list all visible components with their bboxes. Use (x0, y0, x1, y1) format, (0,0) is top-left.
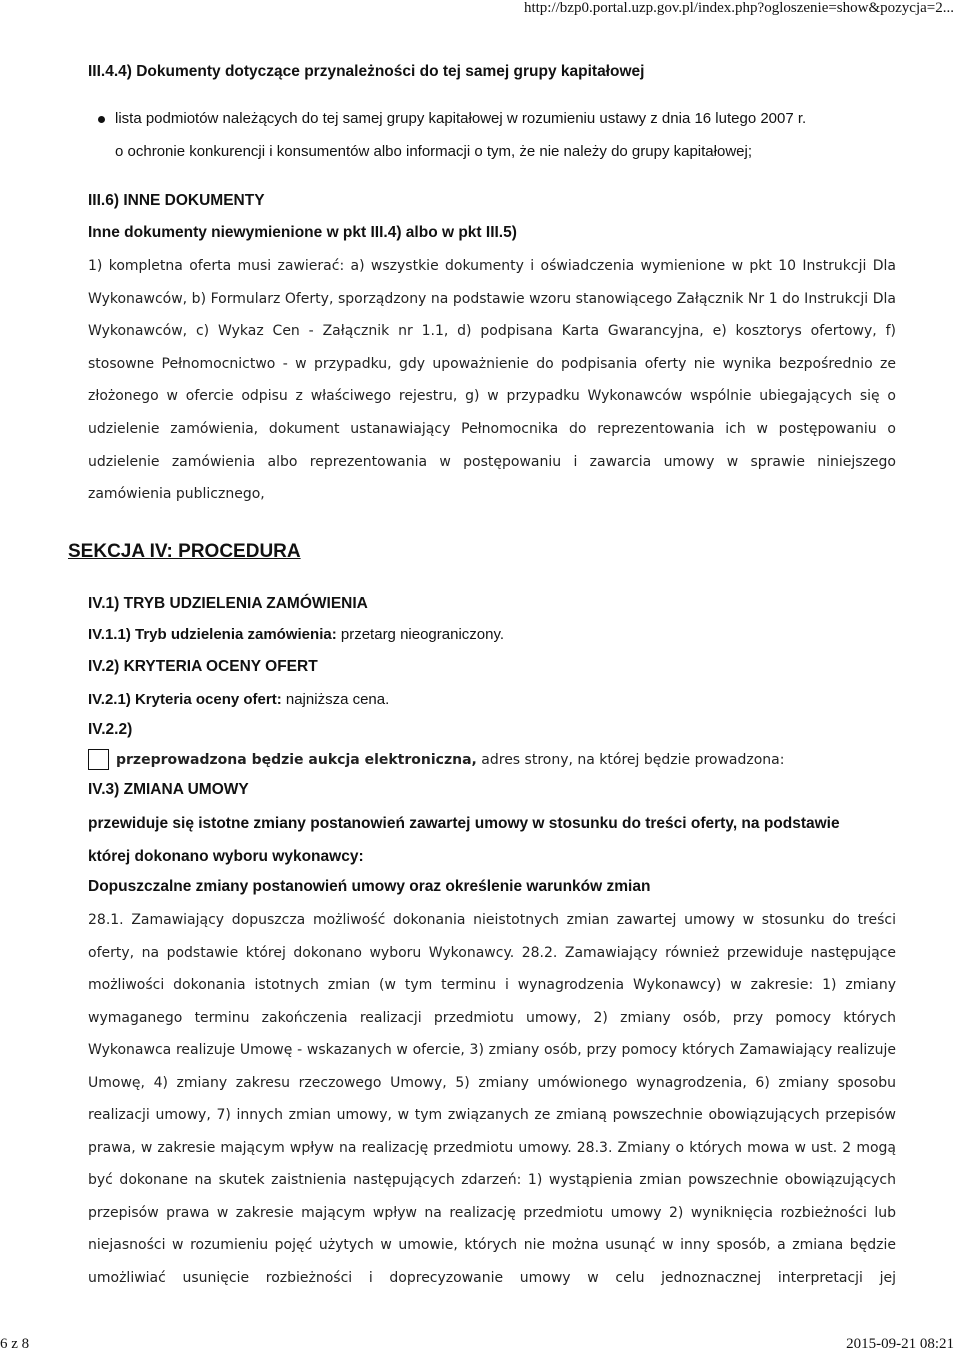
procedure-type-label: IV.1.1) Tryb udzielenia zamówienia: (88, 626, 337, 643)
contract-change-question-line-2: której dokonano wyboru wykonawcy: (88, 848, 364, 865)
bullet-text-line-2: o ochronie konkurencji i konsumentów albo informacji o tym, że nie należy do grupy kapitałowej; (115, 143, 752, 160)
other-documents-paragraph: 1) kompletna oferta musi zawierać: a) wszystkie dokumenty i oświadczenia wymienione w pkt 10 Instrukcji Dla Wykonawców, b) Formularz Oferty, sporządzony na podstawie wzoru stanowiącego Załącznik Nr 1 do Instrukcji Dla Wykonawców, c) Wykaz Cen - Załącznik nr 1.1, d) podpisana Karta Gwarancyjna, e) kosztorys ofertowy, f) stosowne Pełnomocnictwo - w przypadku, gdy upoważnienie do podpisania oferty nie wynika bezpośrednio ze złożonego w ofercie odpisu z właściwego rejestru, g) w przypadku Wykonawców wspólnie ubiegających się o udzielenie zamówienia, dokument ustanawiający Pełnomocnika do reprezentowania ich w postępowaniu o udzielenie zamówienia albo reprezentowania w postępowaniu i zawarcia umowy w sprawie niniejszego zamówienia publicznego, (88, 258, 896, 503)
contract-change-paragraph: 28.1. Zamawiający dopuszcza możliwość dokonania nieistotnych zmian zawartej umowy w stosunku do treści oferty, na podstawie której dokonano wyboru Wykonawcy. 28.2. Zamawiający również przewiduje następujące możliwości dokonania istotnych zmian (w tym terminu i wynagrodzenia Wykonawcy) w zakresie: 1) zmiany wymaganego terminu zakończenia realizacji przedmiotu umowy, 2) zmiany osób, przy pomocy których Wykonawca realizuje Umowę - wskazanych w ofercie, 3) zmiany osób, przy pomocy których Zamawiający realizuje Umowę, 4) zmiany zakresu rzeczowego Umowy, 5) zmiany umówionego wynagrodzenia, 6) zmiany sposobu realizacji umowy, 7) innych zmian umowy, w tym związanych ze zmianą powszechnie obowiązujących przepisów prawa, w zakresie mającym wpływ na realizację przedmiotu umowy. 28.3. Zmiany o których mowa w ust. 2 mogą być dokonane na skutek zaistnienia następujących zdarzeń: 1) wystąpienia zmian powszechnie obowiązujących przepisów prawa w zakresie mającym wpływ na realizację przedmiotu umowy 2) wyniknięcia rozbieżności lub niejasności w rozumieniu pojęć użytych w umowie, których nie można usunąć w inny sposób, a zmiana będzie umożliwiać usunięcie rozbieżności i doprecyzowanie umowy w celu jednoznacznej interpretacji jej (88, 912, 896, 1286)
section-label-IV-2-2: IV.2.2) (88, 721, 133, 738)
page-number: 6 z 8 (0, 1336, 30, 1352)
section-heading-IV-1: IV.1) TRYB UDZIELENIA ZAMÓWIENIA (88, 595, 368, 612)
section-title-IV: SEKCJA IV: PROCEDURA (68, 541, 301, 562)
criteria-row (88, 691, 389, 708)
bullet-icon (98, 116, 105, 123)
section-heading-IV-2: IV.2) KRYTERIA OCENY OFERT (88, 658, 318, 675)
bullet-text-line-1: lista podmiotów należących do tej samej grupy kapitałowej w rozumieniu ustawy z dnia 16 lutego 2007 r. (115, 110, 807, 127)
procedure-type-value: przetarg nieograniczony. (340, 626, 505, 643)
electronic-auction-rest: adres strony, na której będzie prowadzona: (481, 752, 785, 768)
electronic-auction-bold: przeprowadzona będzie aukcja elektroniczna, (116, 752, 477, 768)
print-header-url: http://bzp0.portal.uzp.gov.pl/index.php?ogloszenie=show&pozycja=2... (523, 0, 954, 16)
electronic-auction-text (116, 752, 784, 768)
contract-change-question-line-1: przewiduje się istotne zmiany postanowień zawartej umowy w stosunku do treści oferty, na podstawie (88, 815, 840, 832)
section-heading-IV-3: IV.3) ZMIANA UMOWY (88, 781, 249, 798)
contract-change-subheading: Dopuszczalne zmiany postanowień umowy oraz określenie warunków zmian (88, 878, 651, 895)
section-heading-III-6: III.6) INNE DOKUMENTY (88, 192, 265, 209)
print-datetime: 2015-09-21 08:21 (846, 1336, 954, 1352)
section-heading-III-4-4: III.4.4) Dokumenty dotyczące przynależności do tej samej grupy kapitałowej (88, 63, 645, 80)
procedure-type-row (88, 626, 504, 643)
electronic-auction-checkbox[interactable] (88, 749, 109, 770)
criteria-value: najniższa cena. (285, 691, 390, 708)
criteria-label: IV.2.1) Kryteria oceny ofert: (88, 691, 282, 708)
subheading-other-documents: Inne dokumenty niewymienione w pkt III.4) albo w pkt III.5) (88, 224, 517, 241)
